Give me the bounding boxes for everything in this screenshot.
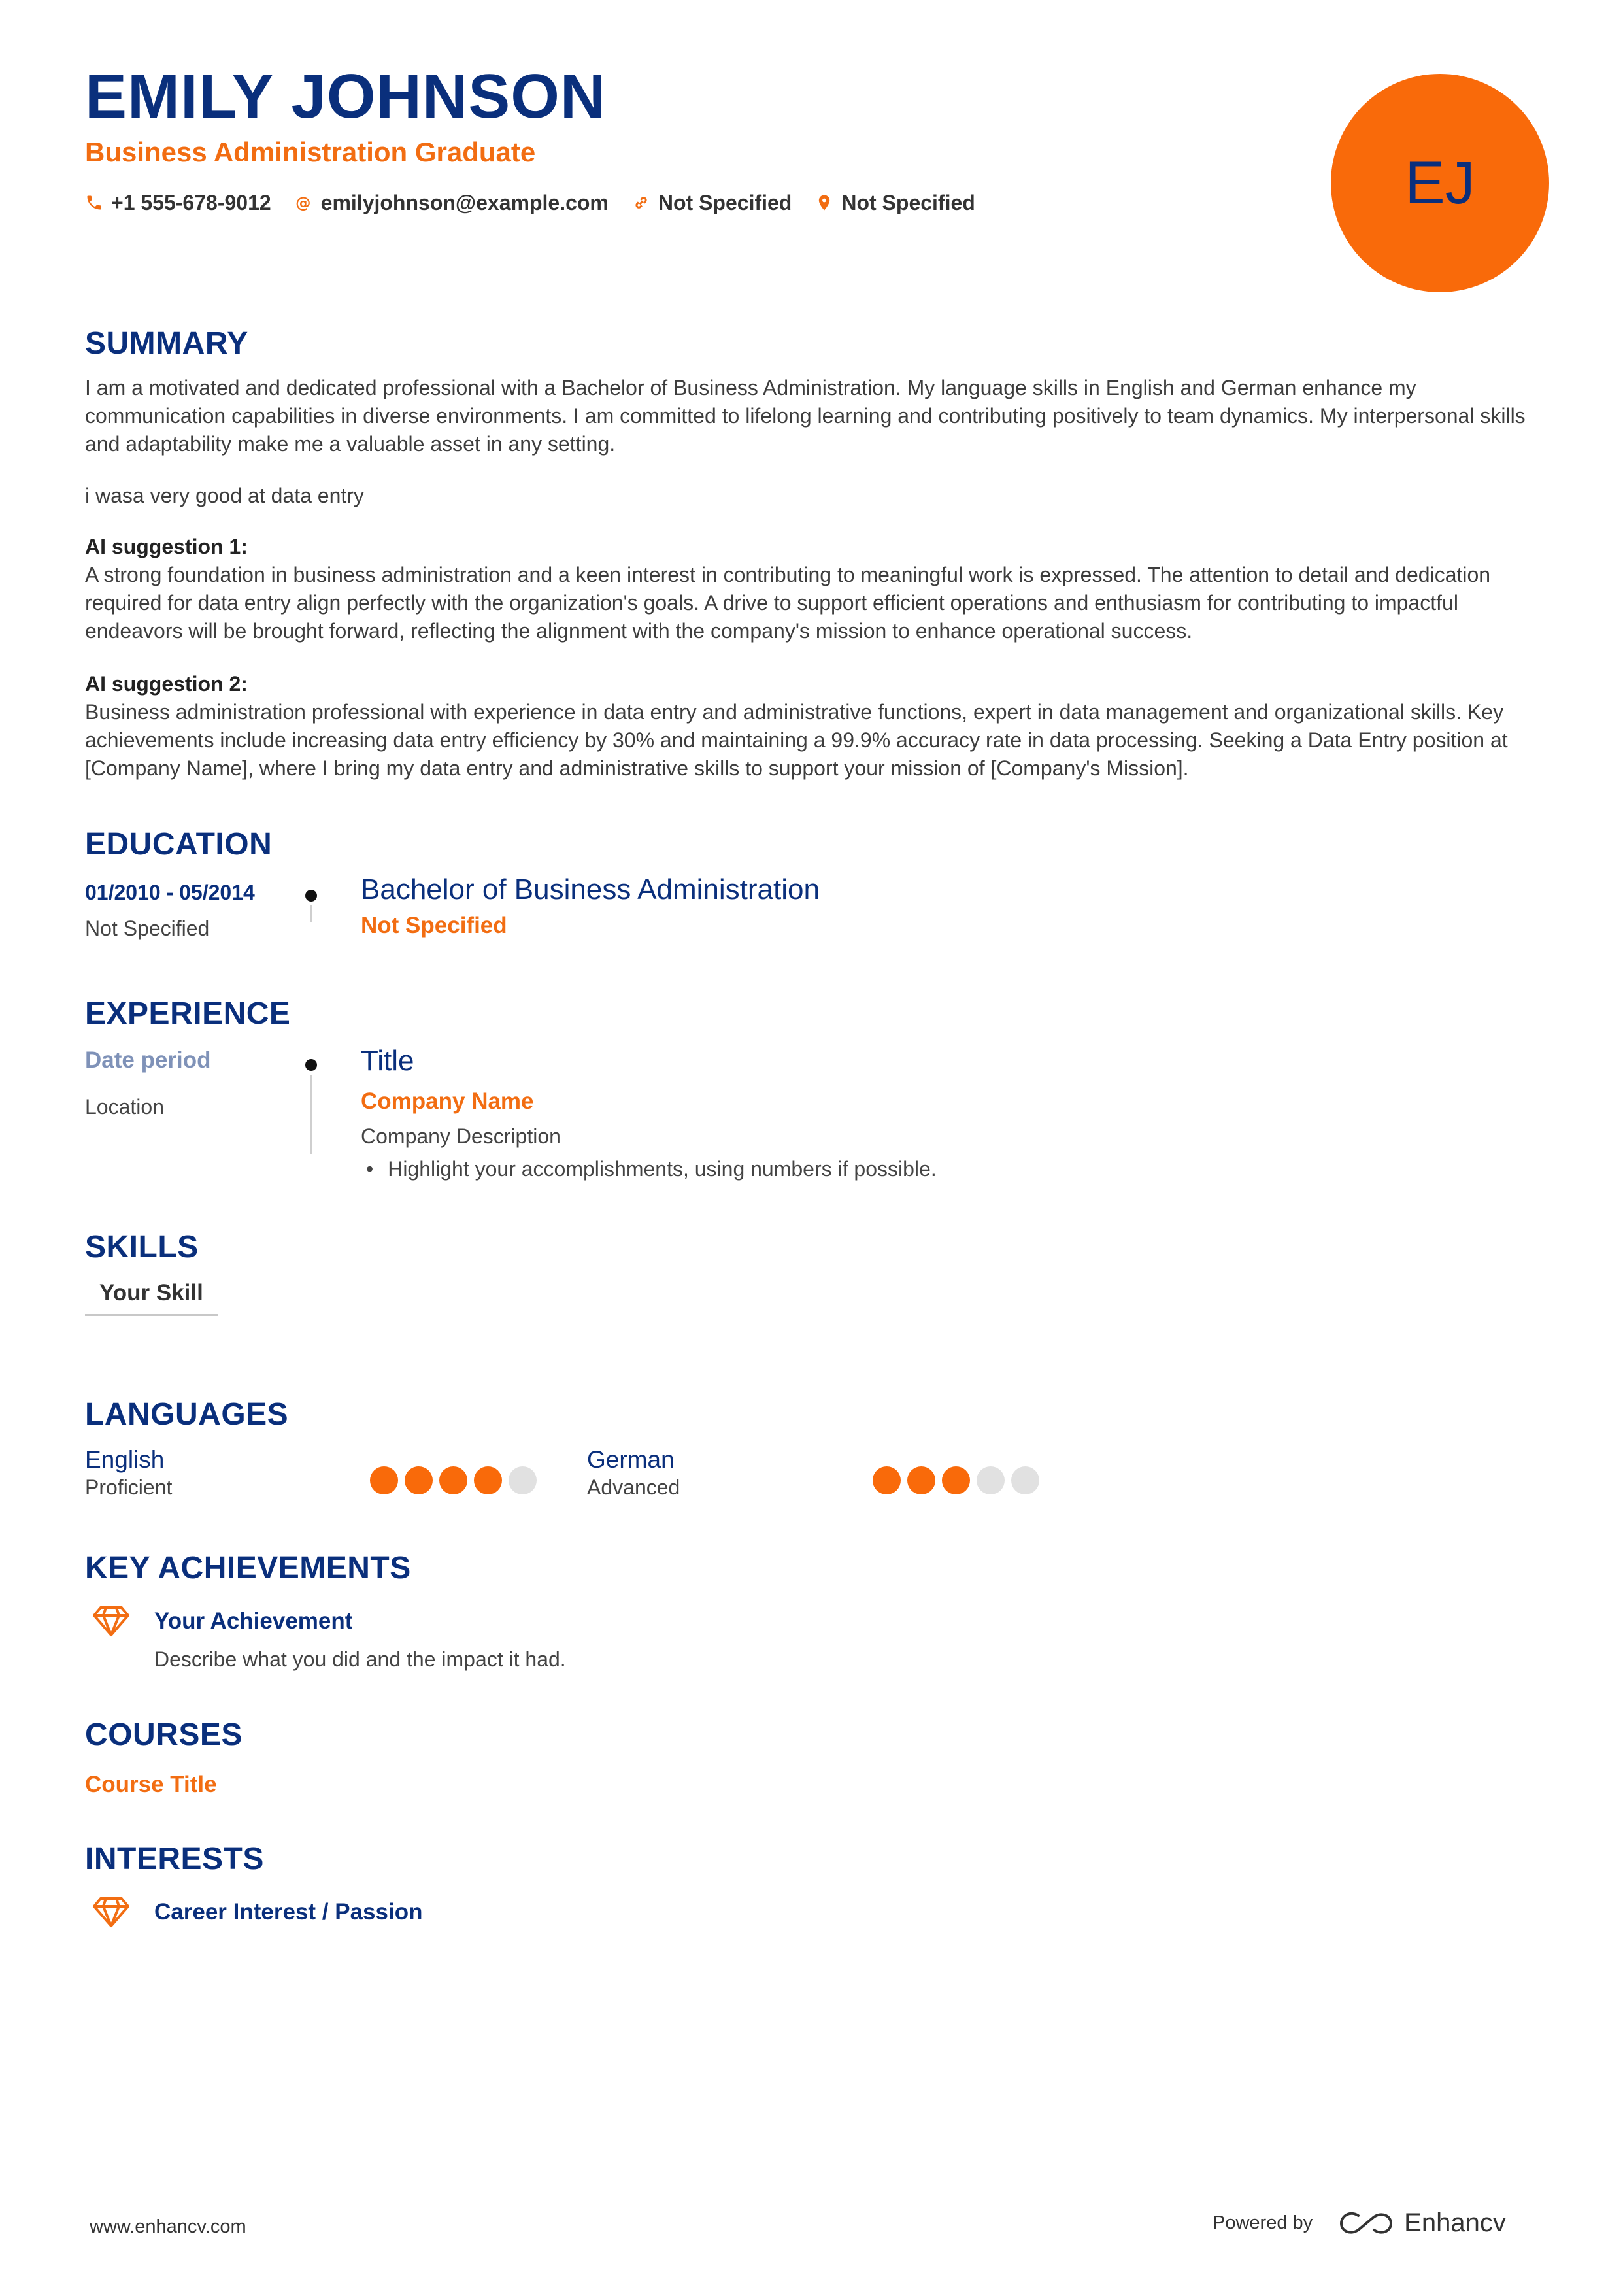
location-pin-icon: [815, 194, 833, 212]
enhancv-brand[interactable]: [1339, 2208, 1506, 2238]
education-title: EDUCATION: [85, 827, 273, 862]
rating-dot: [439, 1466, 467, 1494]
bullet-marker: •: [366, 1157, 374, 1181]
location-text: Not Specified: [841, 191, 975, 214]
contact-link[interactable]: [632, 190, 792, 216]
language-english-name: English: [85, 1446, 165, 1473]
phone-icon: [85, 194, 103, 212]
achievements-title: KEY ACHIEVEMENTS: [85, 1551, 411, 1585]
summary-paragraph-2: i wasa very good at data entry: [85, 484, 364, 507]
language-english-rating: [370, 1466, 537, 1494]
rating-dot: [1011, 1466, 1039, 1494]
footer-website[interactable]: www.enhancv.com: [90, 2216, 246, 2237]
ai-suggestion-1: [85, 533, 1543, 645]
achievement-title: Your Achievement: [154, 1608, 353, 1634]
contact-phone[interactable]: [85, 190, 271, 216]
contact-location[interactable]: [815, 190, 975, 216]
experience-company: Company Name: [361, 1089, 534, 1114]
experience-description: Company Description: [361, 1124, 561, 1148]
enhancv-logo-icon: [1339, 2209, 1394, 2238]
ai-suggestion-2: [85, 670, 1543, 783]
footer-powered: [1213, 2208, 1506, 2238]
diamond-icon: [93, 1896, 129, 1929]
phone-text: +1 555-678-9012: [111, 191, 271, 214]
experience-bullet-text: Highlight your accomplishments, using numbers if possible.: [388, 1157, 937, 1181]
experience-title: EXPERIENCE: [85, 996, 291, 1031]
rating-dot: [474, 1466, 502, 1494]
summary-paragraph-1: I am a motivated and dedicated professional with a Bachelor of Business Administration. My language skills in English and German enhance my communication capabilities in diverse environments. I am committed to lifelong learning and contributing positively to team dynamics. My interpersonal skills and adaptability make me a valuable asset in any setting.: [85, 376, 1526, 456]
at-icon: [295, 194, 313, 212]
experience-timeline-dot: [305, 1059, 317, 1071]
rating-dot: [942, 1466, 970, 1494]
education-timeline-dot: [305, 890, 317, 902]
experience-location: Location: [85, 1095, 164, 1119]
interest-title: Career Interest / Passion: [154, 1899, 423, 1925]
languages-title: LANGUAGES: [85, 1397, 289, 1432]
interests-title: INTERESTS: [85, 1842, 264, 1876]
language-german-name: German: [587, 1446, 675, 1473]
rating-dot: [977, 1466, 1005, 1494]
avatar: [1331, 74, 1549, 292]
skill-tag: Your Skill: [85, 1280, 218, 1316]
powered-by-label: Powered by: [1213, 2212, 1313, 2233]
svg-text:@: @: [295, 194, 311, 212]
ai-suggestion-1-label: AI suggestion 1:: [85, 535, 248, 558]
resume-name: EMILY JOHNSON: [85, 61, 607, 131]
language-german-rating: [873, 1466, 1039, 1494]
language-english-level: Proficient: [85, 1476, 173, 1499]
course-title: Course Title: [85, 1772, 217, 1797]
education-degree: Bachelor of Business Administration: [361, 873, 820, 905]
rating-dot: [370, 1466, 398, 1494]
contact-email[interactable]: [295, 190, 609, 216]
brand-name: Enhancv: [1404, 2208, 1506, 2237]
education-dates: 01/2010 - 05/2014: [85, 881, 255, 904]
rating-dot: [907, 1466, 935, 1494]
experience-timeline-line: [310, 1075, 312, 1154]
ai-suggestion-2-text: Business administration professional with experience in data entry and administrative functions, expert in data management and organizational skills. Key achievements include increasing data entry efficiency by 30% and maintaining a 99.9% accuracy rate in data processing. Seeking a Data Entry position at [Company Name], where I bring my data entry and administrative skills to support your mission of [Company's Mission].: [85, 700, 1508, 780]
skills-title: SKILLS: [85, 1230, 199, 1264]
rating-dot: [509, 1466, 537, 1494]
ai-suggestion-2-label: AI suggestion 2:: [85, 672, 248, 696]
experience-dates: Date period: [85, 1047, 211, 1073]
education-location: Not Specified: [85, 917, 210, 940]
email-text: emilyjohnson@example.com: [320, 191, 609, 214]
achievement-description: Describe what you did and the impact it had.: [154, 1647, 566, 1671]
summary-title: SUMMARY: [85, 326, 248, 361]
experience-job-title: Title: [361, 1045, 414, 1077]
language-german-level: Advanced: [587, 1476, 680, 1499]
diamond-icon: [93, 1605, 129, 1638]
ai-suggestion-1-text: A strong foundation in business administration and a keen interest in contributing to meaningful work is expressed. The attention to detail and dedication required for data entry align perfectly with the organization's goals. A drive to support efficient operations and enthusiasm for contributing to impactful endeavors will be brought forward, reflecting the alignment with the company's mission to enhance operational success.: [85, 563, 1491, 643]
education-timeline-line: [310, 905, 312, 922]
link-text: Not Specified: [658, 191, 792, 214]
education-school: Not Specified: [361, 913, 507, 938]
avatar-initials: EJ: [1405, 149, 1475, 216]
resume-role: Business Administration Graduate: [85, 137, 536, 167]
link-icon: [632, 194, 650, 212]
experience-bullet: [366, 1156, 937, 1182]
contact-row: [85, 190, 975, 216]
rating-dot: [873, 1466, 901, 1494]
rating-dot: [405, 1466, 433, 1494]
courses-title: COURSES: [85, 1717, 243, 1752]
